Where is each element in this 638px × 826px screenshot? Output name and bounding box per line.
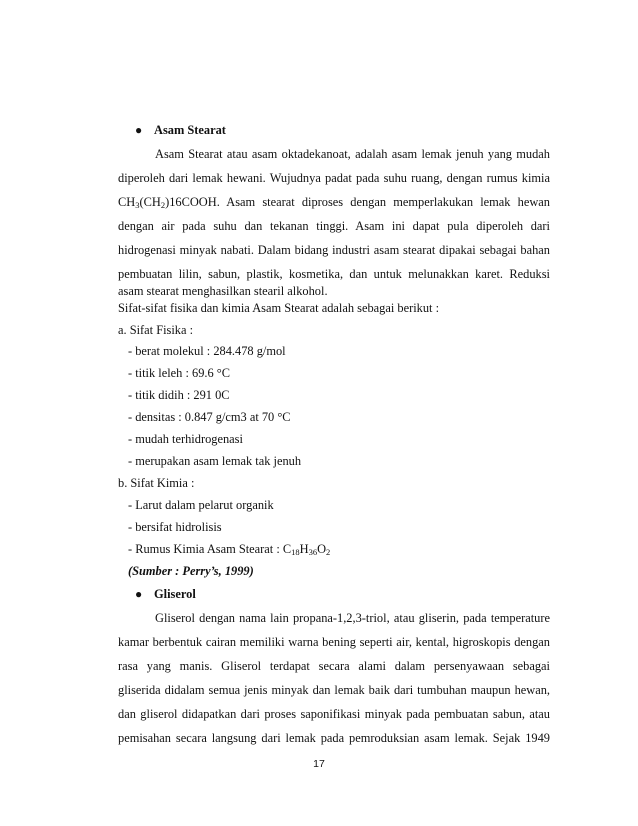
chem-sub-c: 18 (291, 547, 300, 557)
gliserol-line-5: dan gliserol didapatkan dari proses saponifikasi minyak pada pembuatan sabun, atau (118, 707, 550, 721)
physical-item: - mudah terhidrogenasi (128, 432, 243, 446)
asam-stearat-line-1: Asam Stearat atau asam oktadekanoat, adalah asam lemak jenuh yang mudah (155, 147, 550, 161)
gliserol-line-3: rasa yang manis. Gliserol terdapat secara alami dalam persenyawaan sebagai (118, 659, 550, 673)
chemical-item: - Larut dalam pelarut organik (128, 498, 274, 512)
gliserol-heading: Gliserol (154, 587, 196, 601)
asam-stearat-heading-row (135, 122, 226, 138)
bullet-icon: ● (135, 123, 143, 137)
gliserol-line-6: pemisahan secara langsung dari lemak pada pemroduksian asam lemak. Sejak 1949 (118, 731, 550, 745)
physical-item: - titik didih : 291 0C (128, 388, 230, 402)
page-number: 17 (313, 758, 325, 770)
physical-item: - titik leleh : 69.6 °C (128, 366, 231, 380)
physical-item: - berat molekul : 284.478 g/mol (128, 344, 286, 358)
formula-suffix: )16COOH. Asam stearat diproses dengan memperlakukan lemak hewan (165, 195, 550, 209)
properties-intro: Sifat-sifat fisika dan kimia Asam Stearat adalah sebagai berikut : (118, 301, 440, 315)
chem-sub-o: 2 (326, 547, 331, 557)
formula-mid: (CH (139, 195, 161, 209)
asam-stearat-line-5: hidrogenasi minyak nabati. Dalam bidang industri asam stearat dipakai sebagai bahan (118, 243, 550, 257)
physical-item: - merupakan asam lemak tak jenuh (128, 454, 302, 468)
gliserol-line-4: gliserida didalam semua jenis minyak dan lemak baik dari tumbuhan maupun hewan, (118, 683, 550, 697)
asam-stearat-line-6: pembuatan lilin, sabun, plastik, kosmetika, dan untuk melunakkan karet. Reduksi (118, 267, 550, 281)
asam-stearat-heading: Asam Stearat (154, 123, 226, 137)
chemical-item: - bersifat hidrolisis (128, 520, 222, 534)
asam-stearat-line-7: asam stearat menghasilkan stearil alkohol. (118, 284, 328, 298)
chem-h: H (299, 542, 309, 556)
asam-stearat-line-4: dengan air pada suhu dan tekanan tinggi. Asam ini dapat pula diperoleh dari (118, 219, 550, 233)
source-citation: (Sumber : Perry’s, 1999) (128, 564, 254, 578)
chem-o: O (317, 542, 327, 556)
formula-prefix: CH (118, 195, 136, 209)
chem-sub-h: 36 (308, 547, 318, 557)
gliserol-line-2: kamar berbentuk cairan memiliki warna bening seperti air, kental, higroskopis dengan (118, 635, 550, 649)
gliserol-line-1: Gliserol dengan nama lain propana-1,2,3-triol, atau gliserin, pada temperature (155, 611, 550, 625)
physical-heading: a. Sifat Fisika : (118, 323, 194, 337)
physical-item: - densitas : 0.847 g/cm3 at 70 °C (128, 410, 291, 424)
chemical-heading: b. Sifat Kimia : (118, 476, 195, 490)
formula-sub1: 3 (135, 200, 140, 210)
bullet-icon: ● (135, 587, 143, 601)
asam-stearat-line-2: diperoleh dari lemak hewani. Wujudnya padat pada suhu ruang, dengan rumus kimia (118, 171, 550, 185)
formula-sub2: 2 (160, 200, 166, 210)
chem-formula-prefix: - Rumus Kimia Asam Stearat : C (128, 542, 292, 556)
gliserol-heading-row (135, 586, 196, 602)
asam-stearat-formula-line (118, 194, 550, 210)
chemical-formula-item (128, 541, 550, 557)
